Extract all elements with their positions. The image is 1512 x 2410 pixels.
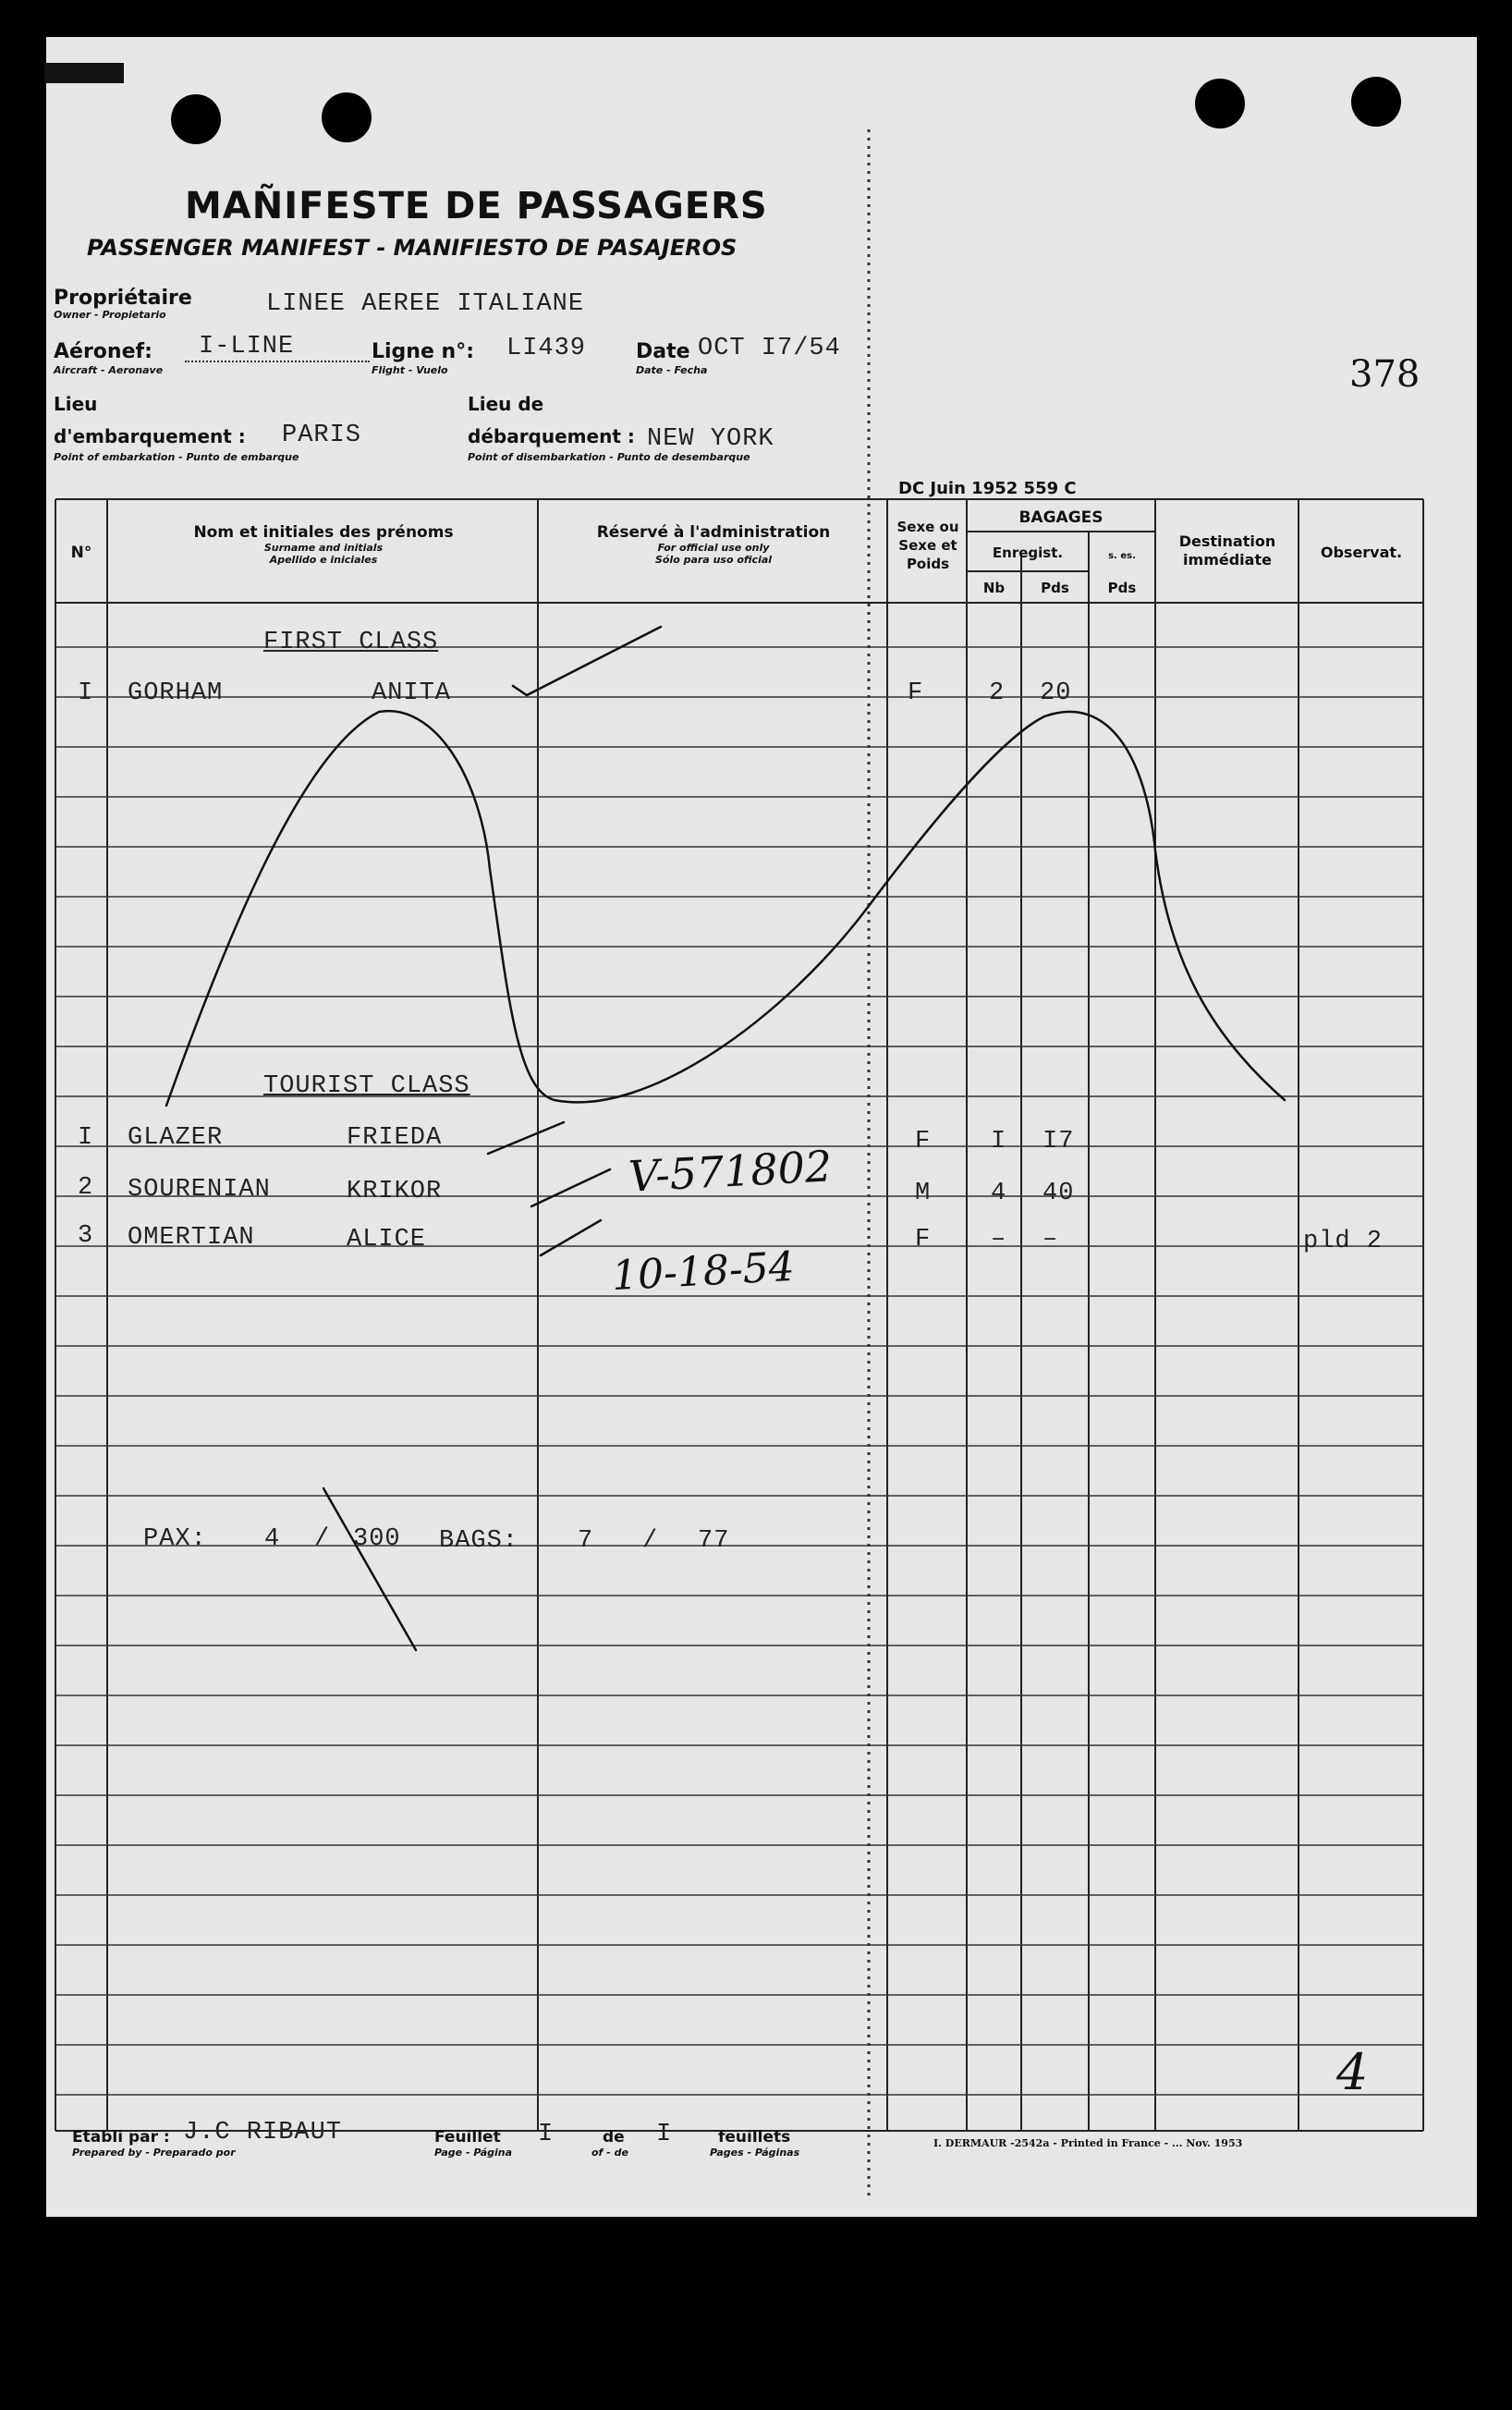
pax-count: 4 — [264, 1525, 281, 1553]
date-value: OCT I7/54 — [698, 335, 841, 362]
passenger-bag-count: 2 — [989, 679, 1006, 707]
col-name-sub1: Surname and initials — [263, 542, 384, 554]
passenger-first-name: ALICE — [347, 1226, 427, 1254]
totals-slash: / — [642, 1527, 659, 1555]
disembark-sub: Point of disembarkation - Punto de desembarque — [468, 451, 750, 463]
col-bagages: BAGAGES — [1018, 508, 1104, 527]
sheets-label: feuillets — [718, 2128, 791, 2147]
owner-value: LINEE AEREE ITALIANE — [266, 290, 585, 318]
of-value: I — [656, 2121, 673, 2148]
col-no: N° — [70, 544, 92, 562]
passenger-bag-weight: 40 — [1043, 1180, 1075, 1207]
prepared-by-value: J.C RIBAUT — [183, 2119, 343, 2147]
passenger-bag-count: I — [991, 1128, 1007, 1156]
corner-number: 4 — [1336, 2043, 1369, 2101]
totals-slash: / — [314, 1525, 331, 1553]
pax-weight: 300 — [353, 1525, 401, 1553]
date-sub: Date - Fecha — [636, 364, 708, 376]
of-sub: of - de — [591, 2147, 628, 2159]
col-name-sub2: Apellido e iniciales — [269, 554, 378, 566]
owner-label: Propriétaire — [54, 287, 192, 310]
bags-weight: 77 — [698, 1527, 730, 1555]
embark-label-2: d'embarquement : — [54, 425, 246, 447]
manifest-subtitle: PASSENGER MANIFEST - MANIFIESTO DE PASAJEROS — [87, 235, 738, 261]
check-mark — [531, 1169, 610, 1206]
passenger-no: 2 — [78, 1174, 94, 1202]
prepared-by-label: Etabli par : — [72, 2128, 170, 2147]
passenger-no: I — [78, 1124, 94, 1152]
cancel-loop — [166, 711, 1285, 1106]
flight-sub: Flight - Vuelo — [372, 364, 448, 376]
embark-value: PARIS — [282, 422, 362, 449]
passenger-no: I — [78, 679, 94, 707]
passenger-surname: GLAZER — [128, 1124, 224, 1152]
sheet-label: Feuillet — [434, 2128, 501, 2147]
passenger-no: 3 — [78, 1222, 94, 1250]
sheet-sub: Page - Página — [434, 2147, 513, 2159]
check-mark — [488, 1122, 564, 1154]
disembark-label: Lieu de — [468, 393, 544, 415]
prepared-by-sub: Prepared by - Preparado por — [72, 2147, 236, 2159]
aircraft-value: I-LINE — [199, 333, 295, 361]
col-name-label: Nom et initiales des prénoms — [193, 523, 454, 542]
pax-label: PAX: — [143, 1525, 207, 1553]
col-admin-label: Réservé à l'administration — [596, 523, 831, 542]
flight-label: Ligne n°: — [372, 340, 475, 363]
passenger-bag-weight: 20 — [1040, 679, 1072, 707]
of-label: de — [603, 2128, 625, 2147]
col-admin-sub2: Sólo para uso oficial — [654, 554, 773, 566]
col-observat: Observat. — [1320, 544, 1403, 561]
passenger-surname: SOURENIAN — [128, 1176, 271, 1204]
col-enregist: Enregist. — [992, 544, 1064, 561]
passenger-bag-count: – — [991, 1226, 1007, 1254]
owner-sub: Owner - Propietario — [54, 309, 166, 321]
tourist-class-heading: TOURIST CLASS — [263, 1072, 470, 1100]
manifest-sheet — [46, 37, 1477, 2217]
disembark-label-2: débarquement : — [468, 425, 635, 447]
embark-sub: Point of embarkation - Punto de embarque — [54, 451, 299, 463]
passenger-surname: OMERTIAN — [128, 1224, 255, 1252]
col-destination: Destination immédiate — [1178, 532, 1276, 569]
date-label: Date — [636, 340, 690, 363]
handwritten-date: 10-18-54 — [610, 1242, 796, 1301]
passenger-sex: M — [915, 1180, 932, 1207]
passenger-bag-count: 4 — [991, 1180, 1007, 1207]
col-nb: Nb — [982, 580, 1006, 596]
handwritten-strokes — [46, 37, 1477, 2217]
total-strike — [323, 1488, 416, 1650]
first-class-heading: FIRST CLASS — [263, 629, 439, 656]
embark-label: Lieu — [54, 393, 98, 415]
col-sex: Sexe ou Sexe et Poids — [896, 519, 959, 572]
visa-number: V-571802 — [627, 1141, 834, 1202]
aircraft-sub: Aircraft - Aeronave — [54, 364, 164, 376]
aircraft-label: Aéronef: — [54, 340, 152, 363]
col-admin-sub1: For official use only — [657, 542, 770, 554]
passenger-bag-weight: – — [1043, 1226, 1059, 1254]
flight-value: LI439 — [506, 335, 587, 362]
passenger-first-name: KRIKOR — [347, 1178, 443, 1205]
check-mark — [513, 627, 661, 695]
page-number: 378 — [1349, 353, 1421, 396]
col-pds: Pds — [1041, 580, 1069, 596]
passenger-surname: GORHAM — [128, 679, 224, 707]
passenger-first-name: FRIEDA — [347, 1124, 443, 1152]
passenger-sex: F — [915, 1226, 932, 1254]
manifest-title: MAÑIFESTE DE PASSAGERS — [185, 185, 768, 227]
passenger-sex: F — [908, 679, 924, 707]
check-mark — [541, 1220, 601, 1255]
passenger-sex: F — [915, 1128, 932, 1156]
bags-count: 7 — [578, 1527, 594, 1555]
sheet-value: I — [538, 2121, 555, 2148]
disembark-value: NEW YORK — [647, 425, 774, 453]
passenger-bag-weight: I7 — [1043, 1128, 1075, 1156]
col-s-es: s. es. — [1108, 551, 1136, 561]
passenger-first-name: ANITA — [372, 679, 452, 707]
form-stamp: DC Juin 1952 559 C — [898, 479, 1077, 498]
bags-label: BAGS: — [439, 1527, 519, 1555]
sheets-sub: Pages - Páginas — [710, 2147, 800, 2159]
passenger-observation: pld 2 — [1303, 1228, 1384, 1255]
printer-imprint: I. DERMAUR -2542a - Printed in France - ... Nov. 1953 — [933, 2137, 1243, 2149]
col-pds2: Pds — [1107, 580, 1137, 596]
